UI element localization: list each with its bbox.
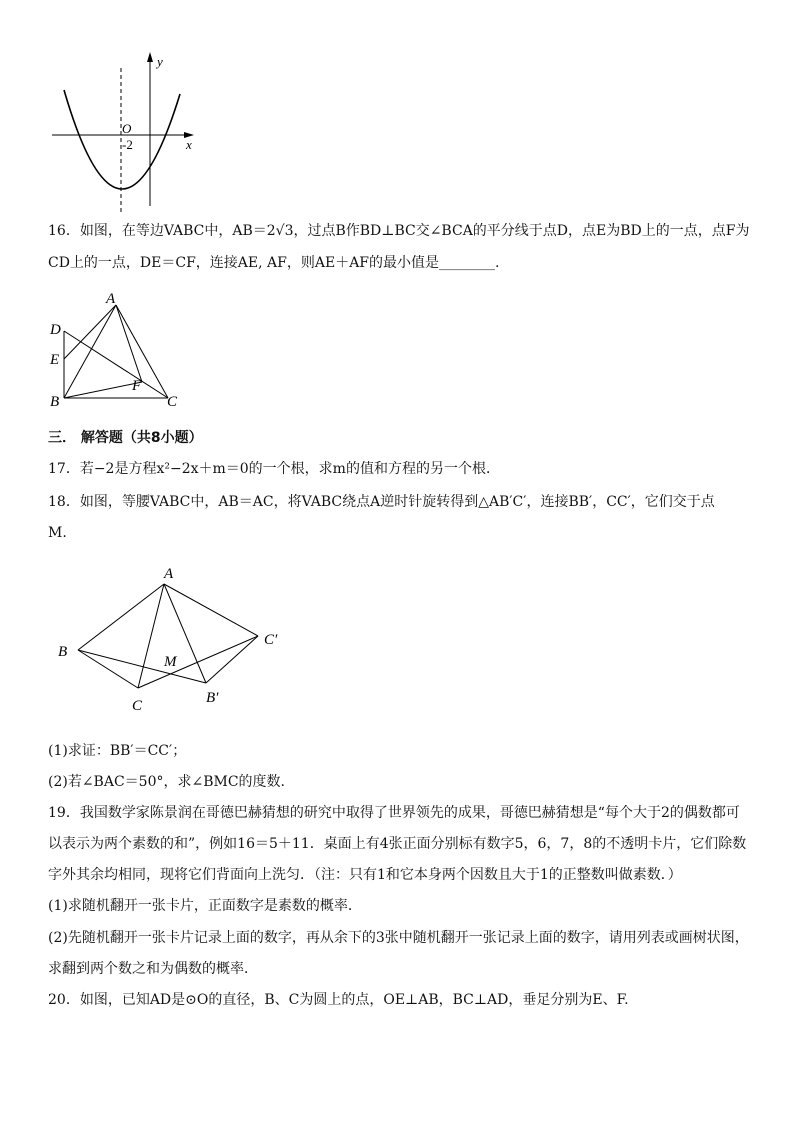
label-B: B	[50, 394, 60, 410]
y-label: y	[157, 54, 163, 69]
q19-part1: (1)求随机翻开一张卡片，正面数字是素数的概率．	[48, 898, 362, 914]
label-D: D	[50, 322, 61, 338]
q19-part2a: (2)先随机翻开一张卡片记录上面的数字，再从余下的3张中随机翻开一张记录上面的数字，请用列表或画树状图，	[48, 930, 749, 946]
q20-text: 20．如图，已知AD是⊙O的直径，B、C为圆上的点，OE⊥AB，BC⊥AD，垂足分别为E、F.	[48, 992, 629, 1008]
q19-line2: 以表示为两个素数的和”，例如16＝5＋11．桌面上有4张正面分别标有数字5，6，7，8的不透明卡片，它们除数	[48, 836, 747, 852]
rotation-figure-18	[48, 560, 308, 720]
x-label: x	[186, 137, 192, 152]
q19-line3: 字外其余均相同，现将它们背面向上洗匀．（注：只有1和它本身两个因数且大于1的正整数叫做素数．）	[48, 867, 682, 883]
q19-line1: 19．我国数学家陈景润在哥德巴赫猜想的研究中取得了世界领先的成果，哥德巴赫猜想是“每个大于2的偶数都可	[48, 805, 740, 821]
tick-label: -2	[122, 137, 133, 152]
q18-line2: M.	[48, 525, 67, 541]
q18-line1: 18．如图，等腰VABC中，AB＝AC，将VABC绕点A逆时针旋转得到△AB′C′，连接BB′，CC′，它们交于点	[48, 494, 715, 510]
label-F: F	[132, 378, 142, 394]
label-A: A	[106, 291, 116, 307]
label-E: E	[50, 352, 60, 368]
q17-text: 17．若−2是方程x²−2x＋m＝0的一个根，求m的值和方程的另一个根．	[48, 461, 500, 477]
parabola-figure	[40, 48, 210, 218]
q16-line1: 16．如图，在等边VABC中，AB＝2√3，过点B作BD⊥BC交∠BCA的平分线于点D，点E为BD上的一点，点F为	[48, 223, 750, 239]
label-C: C	[132, 698, 143, 714]
origin-label: O	[122, 121, 132, 136]
label-M: M	[164, 654, 177, 670]
label-C-prime: C′	[264, 632, 278, 648]
label-A: A	[164, 566, 174, 582]
section-title: 三． 解答题（共8小题）	[48, 430, 203, 446]
label-B-prime: B′	[206, 690, 219, 706]
label-C: C	[167, 394, 178, 410]
q18-part1: (1)求证：BB′＝CC′；	[48, 743, 187, 759]
q16-line2: CD上的一点，DE＝CF，连接AE, AF，则AE＋AF的最小值是________.	[48, 255, 500, 271]
q18-part2: (2)若∠BAC＝50°，求∠BMC的度数.	[48, 774, 286, 790]
q19-part2b: 求翻到两个数之和为偶数的概率．	[48, 961, 258, 977]
y-axis-arrow	[147, 52, 153, 62]
label-B: B	[58, 644, 68, 660]
triangle-figure-16	[40, 286, 190, 411]
